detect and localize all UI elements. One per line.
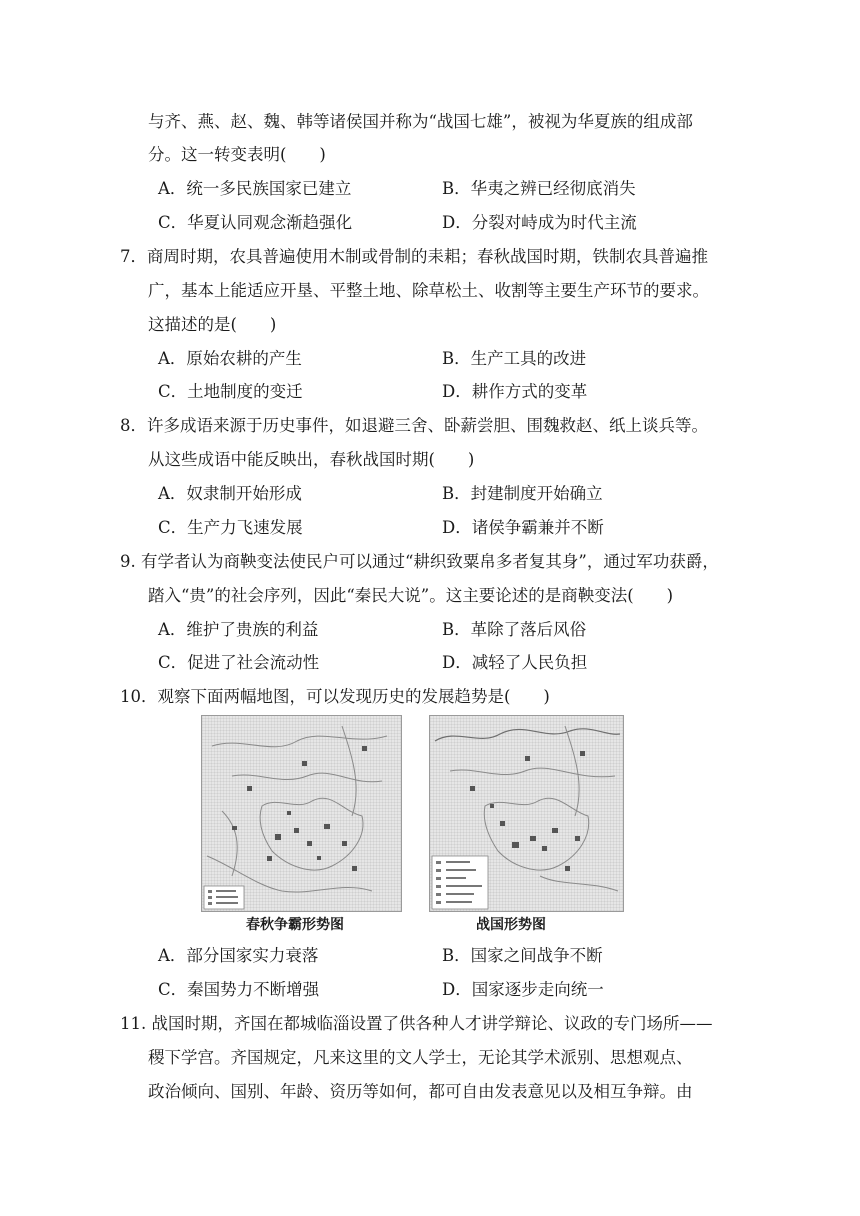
q11-text-line-1: 11. 战国时期，齐国在都城临淄设置了供各种人才讲学辩论、议政的专门场所—— bbox=[120, 1014, 713, 1033]
q7-option-b[interactable]: B．生产工具的改进 bbox=[442, 349, 587, 368]
q7-text-line-3: 这描述的是( ) bbox=[148, 315, 277, 334]
q7-text-line-2: 广，基本上能适应开垦、平整土地、除草松土、收割等主要生产环节的要求。 bbox=[148, 281, 709, 300]
q10-option-d[interactable]: D．国家逐步走向统一 bbox=[442, 980, 604, 999]
q8-text-line-2: 从这些成语中能反映出，春秋战国时期( ) bbox=[148, 450, 475, 469]
q10-option-b[interactable]: B．国家之间战争不断 bbox=[442, 946, 603, 965]
q8-option-a[interactable]: A．奴隶制开始形成 bbox=[158, 484, 302, 503]
map-spring-autumn-caption: 春秋争霸形势图 bbox=[246, 917, 344, 933]
q9-text-line-1: 9. 有学者认为商鞅变法使民户可以通过“耕织致粟帛多者复其身”，通过军功获爵， bbox=[120, 552, 719, 571]
map-spring-autumn-drawing bbox=[202, 716, 401, 911]
q8-text-line-1: 8．许多成语来源于历史事件，如退避三舍、卧薪尝胆、围魏救赵、纸上谈兵等。 bbox=[120, 416, 708, 435]
q7-option-c[interactable]: C．土地制度的变迁 bbox=[158, 382, 303, 401]
map-spring-autumn bbox=[201, 715, 402, 912]
q9-option-b[interactable]: B．革除了落后风俗 bbox=[442, 620, 587, 639]
q10-text-line-1: 10．观察下面两幅地图，可以发现历史的发展趋势是( ) bbox=[120, 687, 550, 706]
map-warring-states-drawing bbox=[430, 716, 623, 911]
q9-option-c[interactable]: C．促进了社会流动性 bbox=[158, 653, 320, 672]
q7-text-line-1: 7．商周时期，农具普遍使用木制或骨制的耒耜；春秋战国时期，铁制农具普遍推 bbox=[120, 247, 708, 266]
q6-text-line-1: 与齐、燕、赵、魏、韩等诸侯国并称为“战国七雄”，被视为华夏族的组成部 bbox=[148, 112, 693, 131]
q7-option-d[interactable]: D．耕作方式的变革 bbox=[442, 382, 588, 401]
q6-option-b[interactable]: B．华夷之辨已经彻底消失 bbox=[442, 179, 636, 198]
q8-option-d[interactable]: D．诸侯争霸兼并不断 bbox=[442, 518, 604, 537]
q9-option-d[interactable]: D．减轻了人民负担 bbox=[442, 653, 588, 672]
q8-option-c[interactable]: C．生产力飞速发展 bbox=[158, 518, 303, 537]
q6-option-d[interactable]: D．分裂对峙成为时代主流 bbox=[442, 213, 637, 232]
q10-option-c[interactable]: C．秦国势力不断增强 bbox=[158, 980, 320, 999]
q9-text-line-2: 踏入“贵”的社会序列，因此“秦民大说”。这主要论述的是商鞅变法( ) bbox=[148, 586, 674, 605]
map-warring-states-caption: 战国形势图 bbox=[476, 917, 546, 933]
q11-text-line-3: 政治倾向、国别、年龄、资历等如何，都可自由发表意见以及相互争辩。由 bbox=[148, 1082, 693, 1101]
q6-text-line-2: 分。这一转变表明( ) bbox=[148, 145, 326, 164]
q7-option-a[interactable]: A．原始农耕的产生 bbox=[158, 349, 302, 368]
q8-option-b[interactable]: B．封建制度开始确立 bbox=[442, 484, 603, 503]
q6-option-a[interactable]: A．统一多民族国家已建立 bbox=[158, 179, 352, 198]
q9-option-a[interactable]: A．维护了贵族的利益 bbox=[158, 620, 319, 639]
q10-option-a[interactable]: A．部分国家实力衰落 bbox=[158, 946, 319, 965]
q6-option-c[interactable]: C．华夏认同观念渐趋强化 bbox=[158, 213, 353, 232]
map-warring-states bbox=[429, 715, 624, 912]
q11-text-line-2: 稷下学宫。齐国规定，凡来这里的文人学士，无论其学术派别、思想观点、 bbox=[148, 1048, 693, 1067]
